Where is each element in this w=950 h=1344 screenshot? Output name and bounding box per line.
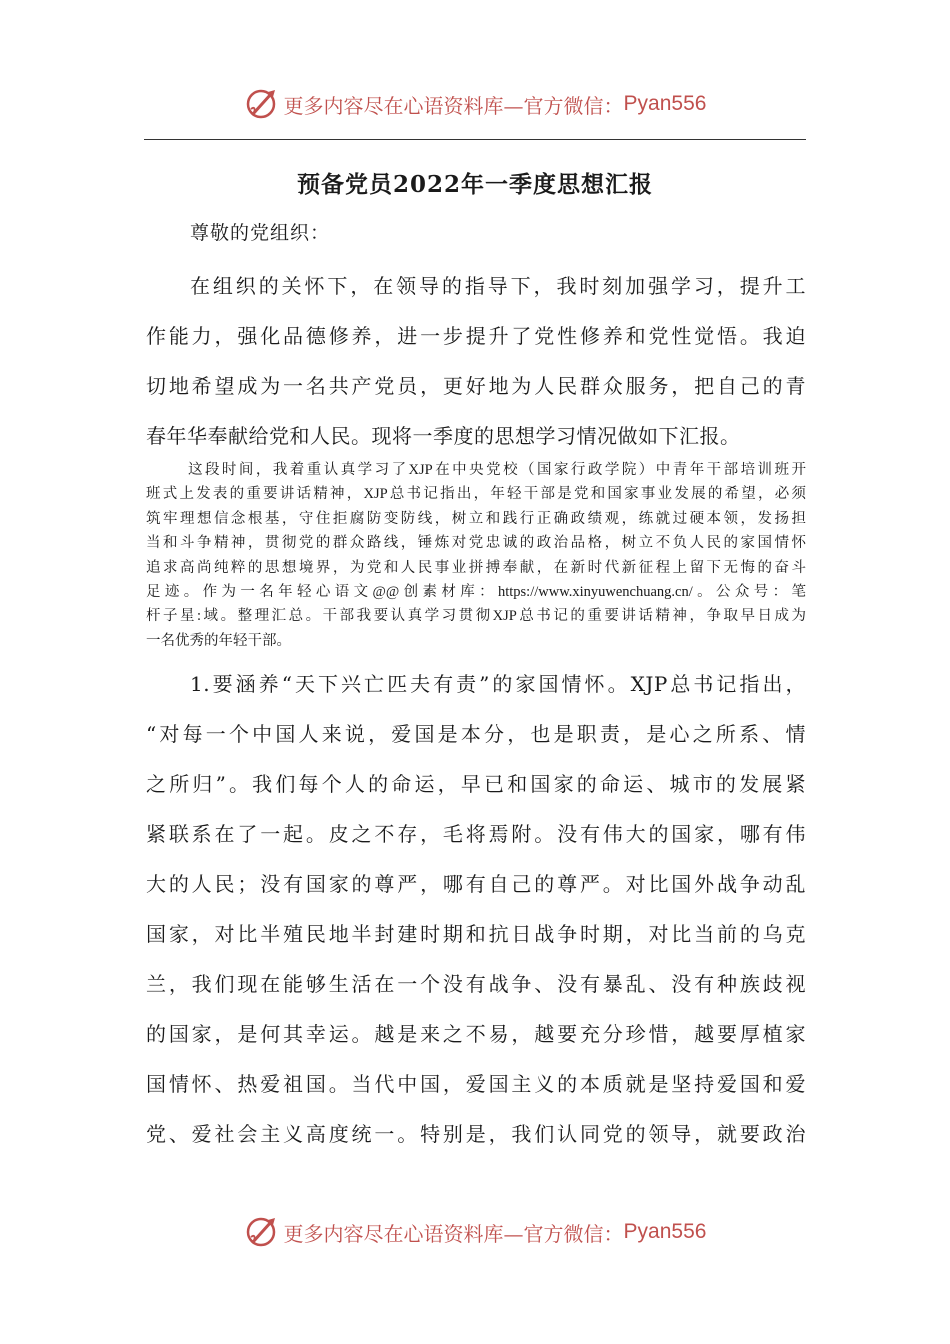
- pen-logo-icon: [244, 86, 280, 122]
- intro-line: 在组织的关怀下，在领导的指导下，我时刻加强学习，提升工: [190, 274, 806, 298]
- point1-line: 紧联系在了一起。皮之不存，毛将焉附。没有伟大的国家，哪有伟: [146, 822, 806, 846]
- footer-watermark: [0, 1212, 950, 1252]
- pen-logo-icon: [244, 1214, 280, 1250]
- point1-line: 党、爱社会主义高度统一。特别是，我们认同党的领导，就要政治: [146, 1122, 806, 1146]
- header-rule: [144, 139, 806, 140]
- point1-line: 大的人民；没有国家的尊严，哪有自己的尊严。对比国外战争动乱: [146, 872, 806, 896]
- small-text-line: 筑牢理想信念根基，守住拒腐防变防线，树立和践行正确政绩观，练就过硬本领，发扬担: [146, 511, 806, 527]
- point1-line: 国家，对比半殖民地半封建时期和抗日战争时期，对比当前的乌克: [146, 922, 806, 946]
- header-watermark: [0, 84, 950, 124]
- wechat-id: Pyan556: [623, 92, 707, 115]
- document-title: 预备党员2022年一季度思想汇报: [296, 171, 653, 198]
- greeting: 尊敬的党组织：: [190, 222, 331, 244]
- intro-line: 切地希望成为一名共产党员，更好地为人民群众服务，把自己的青: [146, 374, 806, 398]
- wechat-id: Pyan556: [623, 1220, 707, 1243]
- watermark-text: 更多内容尽在心语资料库—官方微信：: [283, 1221, 624, 1246]
- watermark-text: 更多内容尽在心语资料库—官方微信：: [283, 93, 624, 118]
- intro-line: 作能力，强化品德修养，进一步提升了党性修养和党性觉悟。我迫: [146, 324, 806, 348]
- point1-line: “对每一个中国人来说，爱国是本分，也是职责，是心之所系、情: [146, 722, 806, 746]
- small-text-line: 当和斗争精神，贯彻党的群众路线，锤炼对党忠诚的政治品格，树立不负人民的家国情怀: [146, 535, 806, 551]
- point1-line: 的国家，是何其幸运。越是来之不易，越要充分珍惜，越要厚植家: [146, 1022, 806, 1046]
- small-text-line: 杆子星:域。整理汇总。干部我要认真学习贯彻XJP总书记的重要讲话精神，争取早日成为: [146, 608, 806, 624]
- small-text-line: 班式上发表的重要讲话精神，XJP总书记指出，年轻干部是党和国家事业发展的希望，必须: [146, 486, 806, 502]
- small-text-line: 一名优秀的年轻干部。: [146, 633, 291, 649]
- small-text-line: 追求高尚纯粹的思想境界，为党和人民事业拼搏奉献，在新时代新征程上留下无悔的奋斗: [146, 560, 806, 576]
- small-text-line: 足迹。作为一名年轻心语文@@创素材库：https://www.xinyuwenchuang.cn/。公众号：笔: [146, 584, 806, 600]
- small-text-line: 这段时间，我着重认真学习了XJP在中央党校（国家行政学院）中青年干部培训班开: [188, 462, 806, 478]
- point1-line: 1.要涵养“天下兴亡匹夫有责”的家国情怀。XJP总书记指出，: [190, 672, 806, 696]
- point1-line: 之所归”。我们每个人的命运，早已和国家的命运、城市的发展紧: [146, 772, 806, 796]
- intro-line: 春年华奉献给党和人民。现将一季度的思想学习情况做如下汇报。: [146, 424, 741, 448]
- point1-line: 国情怀、热爱祖国。当代中国，爱国主义的本质就是坚持爱国和爱: [146, 1072, 806, 1096]
- point1-line: 兰，我们现在能够生活在一个没有战争、没有暴乱、没有种族歧视: [146, 972, 806, 996]
